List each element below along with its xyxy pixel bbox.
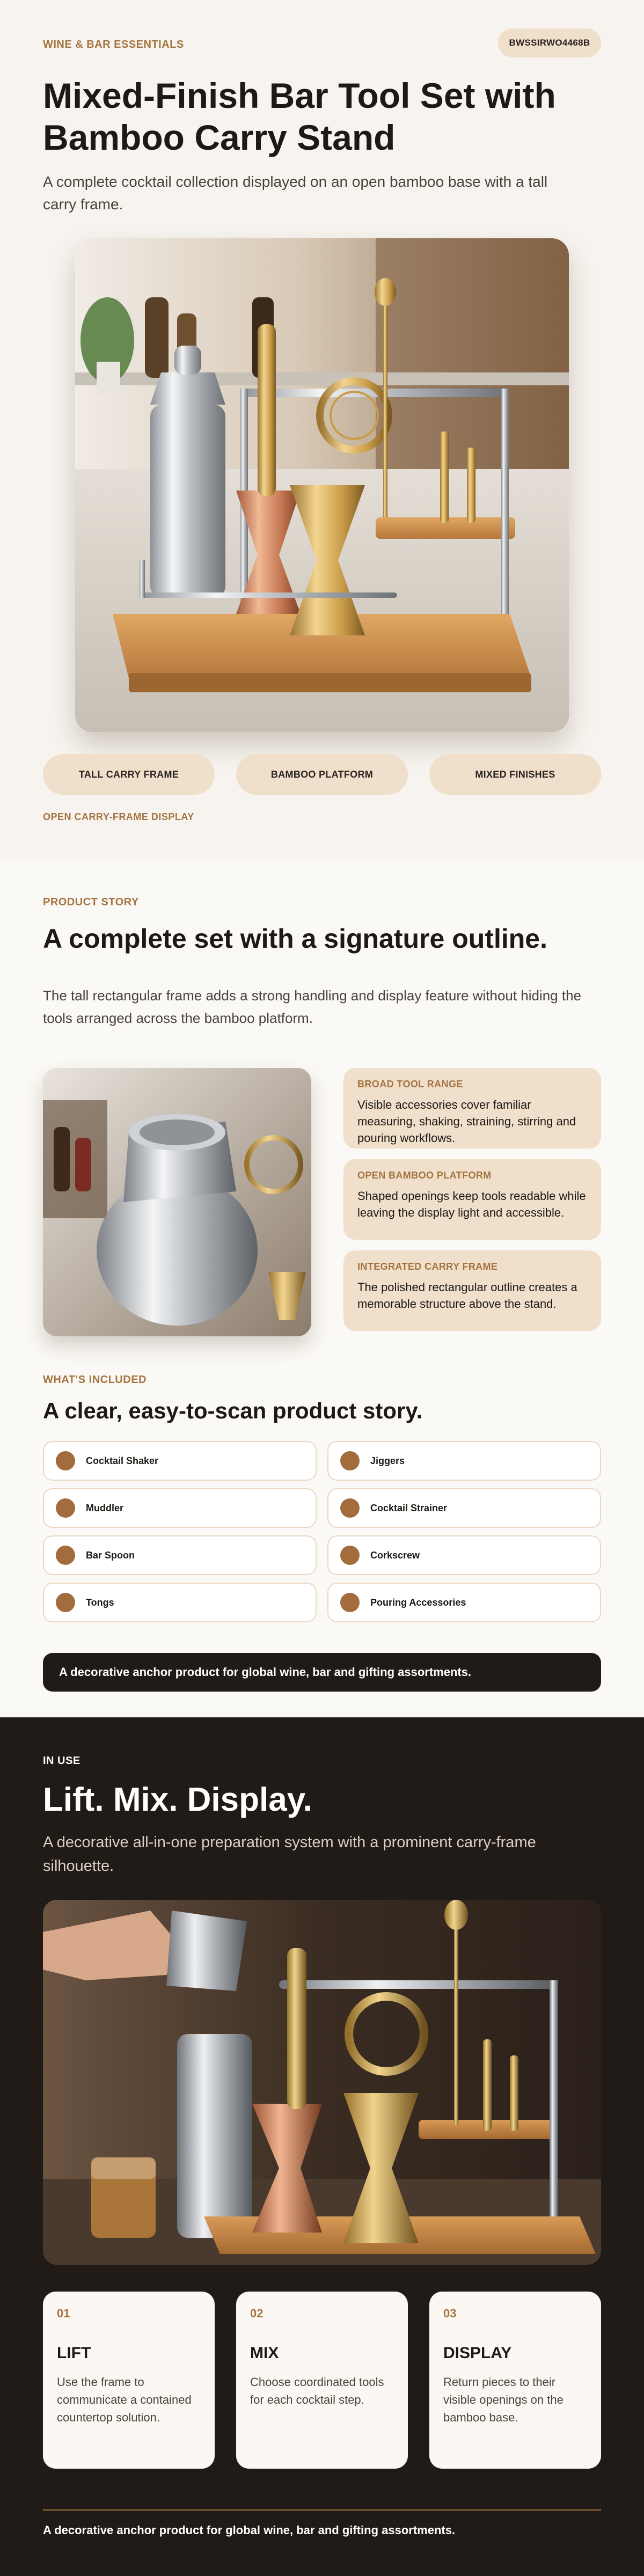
included-title: A clear, easy-to-scan product story. xyxy=(43,1398,423,1423)
footer-text: A decorative anchor product for global wine, bar and gifting assortments. xyxy=(43,2523,456,2537)
bullet-dot-icon xyxy=(56,1593,75,1612)
step-description: Choose coordinated tools for each cocktail step. xyxy=(250,2375,384,2406)
shaker-closeup-image xyxy=(43,1068,311,1336)
step-card-lift xyxy=(43,2292,215,2469)
included-item: Jiggers xyxy=(327,1441,601,1481)
feature-title: BROAD TOOL RANGE xyxy=(357,1079,463,1089)
story-title: A complete set with a signature outline. xyxy=(43,924,547,954)
sku-badge: BWSSIRWO4468B xyxy=(498,28,601,57)
step-number: 02 xyxy=(250,2307,264,2320)
hero-caption: OPEN CARRY-FRAME DISPLAY xyxy=(43,811,194,822)
highlight-pill-carry-frame: TALL CARRY FRAME xyxy=(43,754,215,795)
bullet-dot-icon xyxy=(56,1451,75,1470)
included-item: Pouring Accessories xyxy=(327,1583,601,1622)
feature-description: Shaped openings keep tools readable while leaving the display light and accessible. xyxy=(357,1189,586,1220)
step-title: MIX xyxy=(250,2344,279,2362)
included-item: Muddler xyxy=(43,1488,317,1528)
step-title: DISPLAY xyxy=(443,2344,512,2362)
bullet-dot-icon xyxy=(56,1498,75,1518)
shaker-illustration xyxy=(43,1068,311,1336)
step-number: 01 xyxy=(57,2307,70,2320)
in-use-title: Lift. Mix. Display. xyxy=(43,1781,312,1818)
step-card-mix xyxy=(236,2292,408,2469)
footer-divider xyxy=(43,2509,601,2511)
page-subtitle: A complete cocktail collection displayed on an open bamboo base with a tall carry frame. xyxy=(43,173,548,213)
feature-card-integrated-carry-frame xyxy=(343,1250,601,1331)
step-number: 03 xyxy=(443,2307,457,2320)
included-item: Bar Spoon xyxy=(43,1535,317,1575)
feature-card-broad-tool-range xyxy=(343,1068,601,1148)
step-card-display xyxy=(429,2292,601,2469)
in-use-illustration xyxy=(43,1900,601,2265)
included-item: Cocktail Strainer xyxy=(327,1488,601,1528)
page-title: Mixed-Finish Bar Tool Set with Bamboo Carry Stand xyxy=(43,76,556,157)
feature-title: INTEGRATED CARRY FRAME xyxy=(357,1261,498,1272)
in-use-subtitle: A decorative all-in-one preparation system with a prominent carry-frame silhouette. xyxy=(43,1834,536,1875)
included-item: Cocktail Shaker xyxy=(43,1441,317,1481)
included-item: Corkscrew xyxy=(327,1535,601,1575)
bullet-dot-icon xyxy=(56,1546,75,1565)
bullet-dot-icon xyxy=(340,1546,360,1565)
included-item: Tongs xyxy=(43,1583,317,1622)
feature-description: The polished rectangular outline creates a memorable structure above the stand. xyxy=(357,1280,577,1311)
feature-card-open-bamboo-platform xyxy=(343,1159,601,1240)
highlight-pill-bamboo-platform: BAMBOO PLATFORM xyxy=(236,754,408,795)
included-eyebrow: WHAT'S INCLUDED xyxy=(43,1374,147,1386)
included-banner: A decorative anchor product for global wine, bar and gifting assortments. xyxy=(43,1653,601,1692)
step-description: Return pieces to their visible openings on the bamboo base. xyxy=(443,2375,564,2424)
hero-product-image xyxy=(75,238,569,732)
in-use-image xyxy=(43,1900,601,2265)
category-eyebrow: WINE & BAR ESSENTIALS xyxy=(43,39,184,50)
story-eyebrow: PRODUCT STORY xyxy=(43,896,139,908)
step-title: LIFT xyxy=(57,2344,91,2362)
feature-description: Visible accessories cover familiar measuring, shaking, straining, stirring and pouring workflows. xyxy=(357,1098,576,1145)
bar-tool-set-illustration xyxy=(75,238,569,732)
step-description: Use the frame to communicate a contained countertop solution. xyxy=(57,2375,192,2424)
bullet-dot-icon xyxy=(340,1593,360,1612)
story-body: The tall rectangular frame adds a strong handling and display feature without hiding the tools arranged across the bamboo platform. xyxy=(43,987,582,1026)
bullet-dot-icon xyxy=(340,1498,360,1518)
bullet-dot-icon xyxy=(340,1451,360,1470)
in-use-eyebrow: IN USE xyxy=(43,1755,80,1767)
highlight-pill-mixed-finishes: MIXED FINISHES xyxy=(429,754,601,795)
feature-title: OPEN BAMBOO PLATFORM xyxy=(357,1170,492,1181)
